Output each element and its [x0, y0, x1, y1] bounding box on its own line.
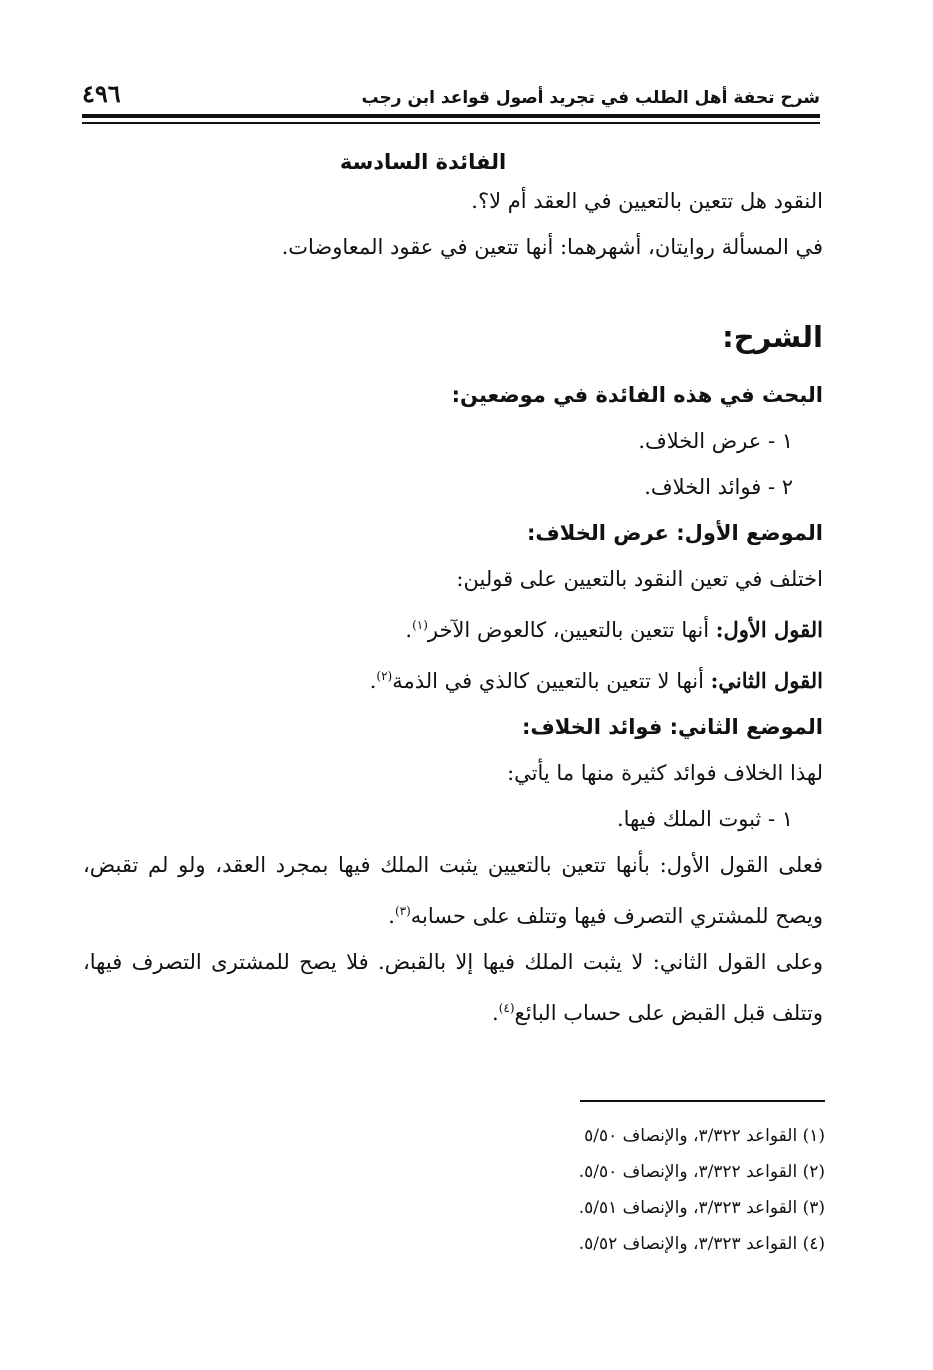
- footnotes: [325, 1118, 825, 1262]
- footnote-ref-2: (٢): [376, 669, 393, 683]
- first-topic-heading: الموضع الأول: عرض الخلاف:: [526, 521, 823, 545]
- footnote-2: (٢) القواعد ٣/٣٢٢، والإنصاف ٥/٥٠.: [578, 1162, 825, 1182]
- header-rule-thin: [82, 122, 820, 124]
- opinion-one: القول الأول: أنها تتعين بالتعيين، كالعوض الآخر$^{(١)}$.: [405, 617, 823, 642]
- footnote-4: (٤) القواعد ٣/٣٢٣، والإنصاف ٥/٥٢.: [578, 1234, 825, 1254]
- footnote-ref-4: (٤): [498, 1001, 515, 1015]
- section-heading: الفائدة السادسة: [339, 150, 507, 174]
- second-topic-intro: لهذا الخلاف فوائد كثيرة منها ما يأتي:: [507, 761, 823, 785]
- footnote-ref-1: (١): [412, 618, 428, 632]
- sharh-intro: البحث في هذه الفائدة في موضعين:: [451, 383, 823, 407]
- second-topic-heading: الموضع الثاني: فوائد الخلاف:: [521, 715, 823, 739]
- page-number: ٤٩٦: [82, 79, 121, 108]
- footnote-ref-3: (٣): [394, 904, 411, 918]
- benefit-item-1: ١ - ثبوت الملك فيها.: [616, 807, 793, 831]
- footnote-separator: [580, 1100, 825, 1102]
- page-header: [82, 72, 820, 108]
- main-text: [83, 150, 823, 1036]
- paragraph-first-opinion-text: فعلى القول الأول: بأنها تتعين بالتعيين يثبت الملك فيها بمجرد العقد، ولو لم تقبض، ويصح للمشتري التصرف فيها وتتلف على حسابه: [83, 853, 823, 928]
- footnote-3: (٣) القواعد ٣/٣٢٣، والإنصاف ٥/٥١.: [578, 1198, 825, 1218]
- running-title: شرح تحفة أهل الطلب في تجريد أصول قواعد ابن رجب: [361, 88, 820, 108]
- footnote-1: (١) القواعد ٣/٣٢٢، والإنصاف ٥/٥٠: [584, 1126, 825, 1146]
- paragraph-second-opinion-text: وعلى القول الثاني: لا يثبت الملك فيها إلا بالقبض. فلا يصح للمشترى التصرف فيها، وتتلف قبل القبض على حساب البائع: [83, 950, 823, 1025]
- answer-line: في المسألة روايتان، أشهرهما: أنها تتعين في عقود المعاوضات.: [281, 235, 823, 259]
- opinion-two-label: القول الثاني:: [710, 668, 823, 693]
- opinion-one-label: القول الأول:: [715, 617, 823, 642]
- header-rule-thick: [82, 114, 820, 118]
- sharh-item-1: ١ - عرض الخلاف.: [638, 429, 793, 453]
- opinion-two-text: أنها لا تتعين بالتعيين كالذي في الذمة: [392, 669, 711, 693]
- sharh-item-2: ٢ - فوائد الخلاف.: [644, 475, 793, 499]
- paragraph-first-opinion: فعلى القول الأول: بأنها تتعين بالتعيين يثبت الملك فيها بمجرد العقد، ولو لم تقبض، ويصح للمشتري التصرف فيها وتتلف على حسابه$^{(٣)}$.: [83, 853, 823, 928]
- question-line: النقود هل تتعين بالتعيين في العقد أم لا؟.: [471, 189, 823, 213]
- opinion-one-text: أنها تتعين بالتعيين، كالعوض الآخر: [427, 618, 716, 642]
- opinion-two: القول الثاني: أنها لا تتعين بالتعيين كالذي في الذمة$^{(٢)}$.: [369, 668, 823, 693]
- first-topic-intro: اختلف في تعين النقود بالتعيين على قولين:: [456, 567, 823, 591]
- sharh-heading: الشرح:: [722, 320, 823, 354]
- paragraph-second-opinion: وعلى القول الثاني: لا يثبت الملك فيها إلا بالقبض. فلا يصح للمشترى التصرف فيها، وتتلف قبل القبض على حساب البائع$^{(٤)}$.: [83, 950, 823, 1025]
